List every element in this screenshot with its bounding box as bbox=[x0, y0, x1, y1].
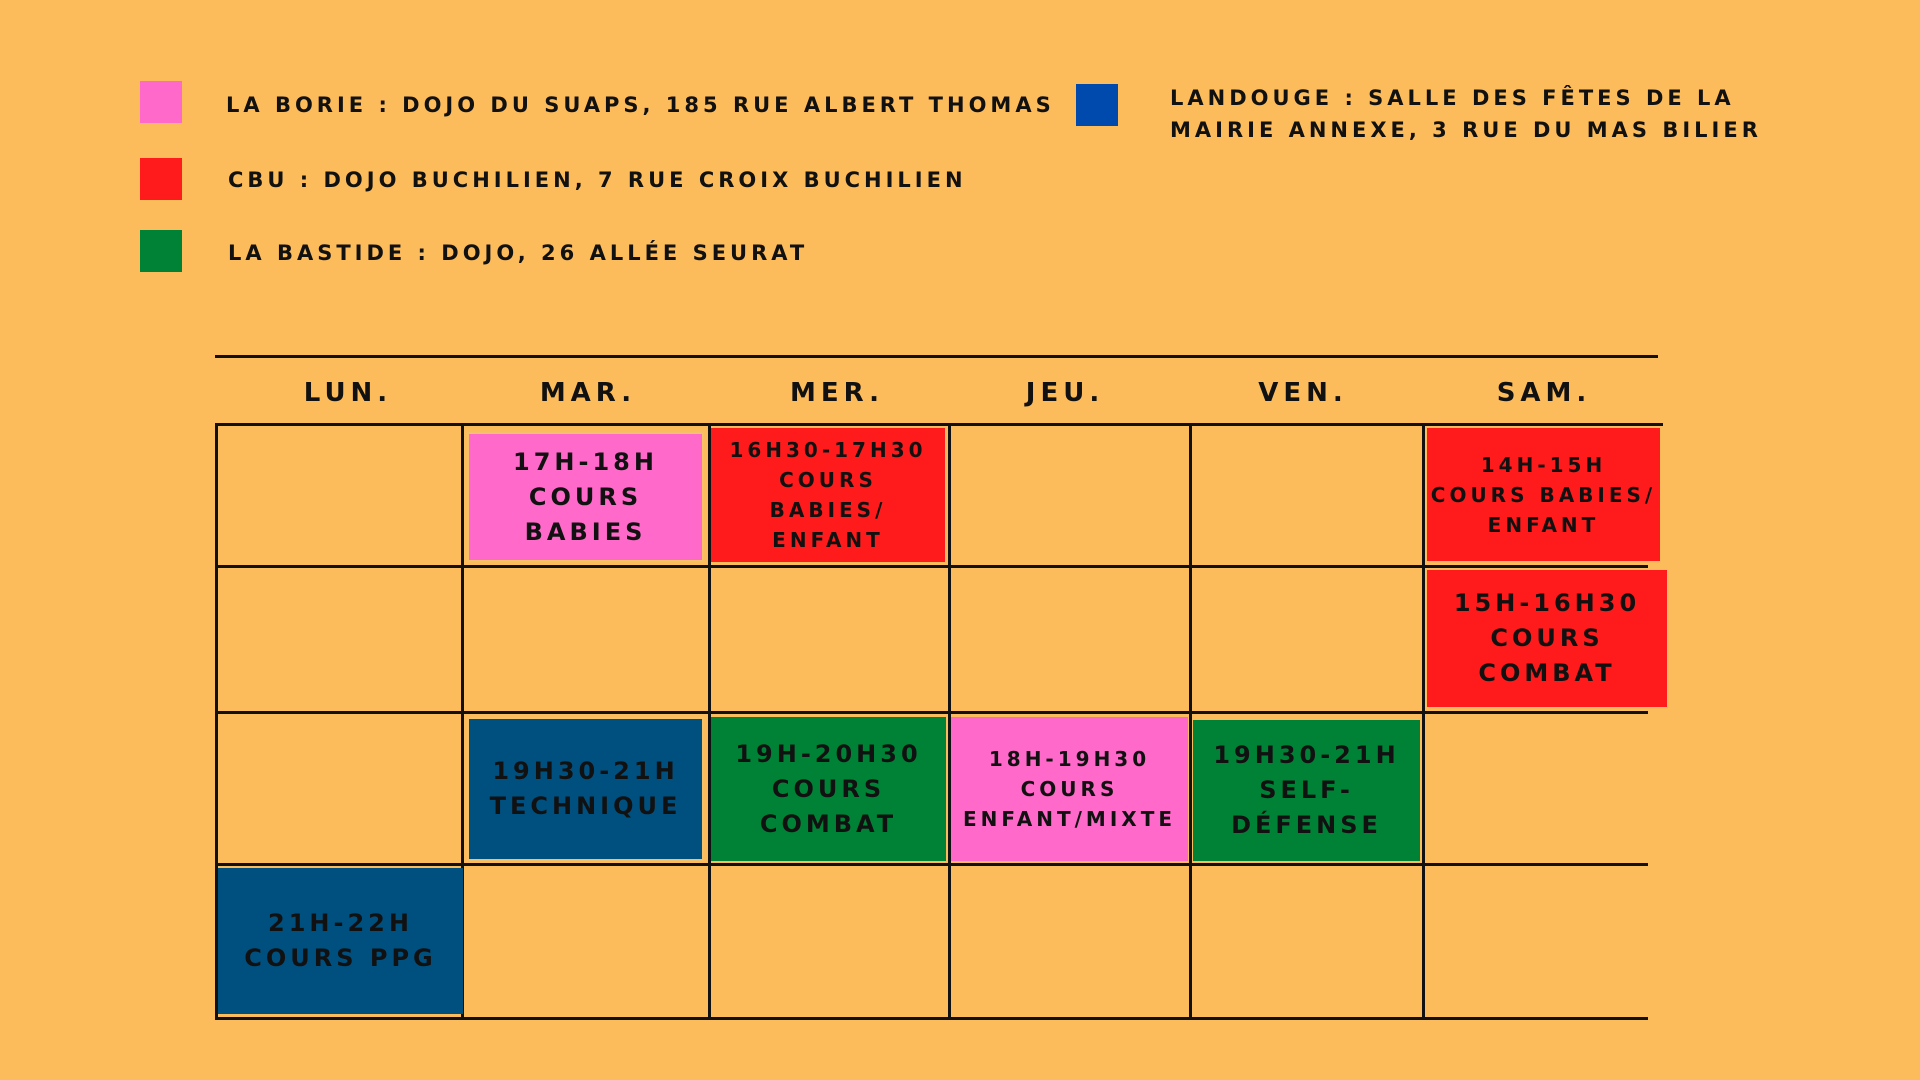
session-line: COURS BABIES/ bbox=[1430, 482, 1657, 507]
session-line: TECHNIQUE bbox=[489, 792, 682, 820]
legend-label-cbu: CBU : DOJO BUCHILIEN, 7 RUE CROIX BUCHILIEN bbox=[228, 168, 967, 192]
row-line-4 bbox=[215, 863, 1648, 866]
legend-label-la-bastide: LA BASTIDE : DOJO, 26 ALLÉE SEURAT bbox=[228, 241, 809, 265]
session-lun-ppg bbox=[218, 868, 463, 1014]
legend-label-la-borie: LA BORIE : DOJO DU SUAPS, 185 RUE ALBERT THOMAS bbox=[226, 93, 1055, 117]
session-line: COURS PPG bbox=[244, 944, 437, 972]
legend-label-landouge-line2: MAIRIE ANNEXE, 3 RUE DU MAS BILIER bbox=[1170, 118, 1762, 142]
col-line-4 bbox=[1189, 423, 1192, 1020]
session-line: BABIES bbox=[524, 517, 647, 546]
session-time: 14H-15H bbox=[1480, 452, 1607, 477]
session-line: ENFANT bbox=[1487, 512, 1600, 537]
legend-swatch-landouge bbox=[1076, 84, 1118, 126]
day-header-jeu: JEU. bbox=[1025, 378, 1105, 408]
session-time: 17H-18H bbox=[513, 447, 658, 476]
session-time: 19H30-21H bbox=[492, 757, 679, 785]
session-line: ENFANT/MIXTE bbox=[963, 807, 1176, 831]
session-line: COMBAT bbox=[1478, 659, 1616, 687]
row-line-3 bbox=[215, 711, 1648, 714]
row-line-1 bbox=[215, 423, 1663, 426]
session-ven-self-defense bbox=[1193, 720, 1420, 861]
session-sam-babies bbox=[1427, 428, 1660, 561]
session-line: SELF- bbox=[1259, 776, 1354, 804]
session-mer-combat bbox=[711, 717, 946, 861]
session-time: 19H30-21H bbox=[1213, 741, 1400, 769]
legend-label-landouge-line1: LANDOUGE : SALLE DES FÊTES DE LA bbox=[1170, 86, 1735, 110]
table-top-rule bbox=[215, 355, 1658, 358]
session-jeu-enfant bbox=[951, 717, 1188, 861]
row-line-5 bbox=[215, 1017, 1648, 1020]
session-line: COURS bbox=[771, 774, 886, 803]
day-header-mar: MAR. bbox=[539, 378, 637, 408]
day-header-sam: SAM. bbox=[1496, 378, 1592, 408]
session-time: 21H-22H bbox=[268, 909, 413, 937]
session-line: COURS bbox=[779, 468, 877, 492]
session-line: COURS bbox=[1490, 624, 1604, 652]
legend-swatch-cbu bbox=[140, 158, 182, 200]
session-mar-technique bbox=[467, 717, 704, 861]
row-line-2 bbox=[215, 565, 1648, 568]
session-line: COMBAT bbox=[759, 809, 898, 838]
session-mar-babies bbox=[467, 432, 704, 562]
session-line: COURS bbox=[1020, 777, 1119, 801]
session-time: 19H-20H30 bbox=[735, 739, 922, 768]
col-line-5 bbox=[1422, 423, 1425, 1020]
session-line: ENFANT bbox=[772, 528, 884, 552]
day-header-lun: LUN. bbox=[303, 378, 393, 408]
legend-swatch-la-borie bbox=[140, 81, 182, 123]
legend-swatch-la-bastide bbox=[140, 230, 182, 272]
session-line: COURS bbox=[528, 482, 643, 511]
session-time: 16H30-17H30 bbox=[729, 438, 927, 462]
session-time: 15H-16H30 bbox=[1453, 589, 1641, 617]
session-time: 18H-19H30 bbox=[988, 747, 1151, 771]
session-mer-babies bbox=[711, 428, 945, 562]
session-line: BABIES/ bbox=[769, 498, 887, 522]
day-header-ven: VEN. bbox=[1258, 378, 1348, 408]
day-header-mer: MER. bbox=[789, 378, 884, 408]
session-line: DÉFENSE bbox=[1231, 811, 1382, 839]
session-sam-combat bbox=[1427, 570, 1667, 707]
